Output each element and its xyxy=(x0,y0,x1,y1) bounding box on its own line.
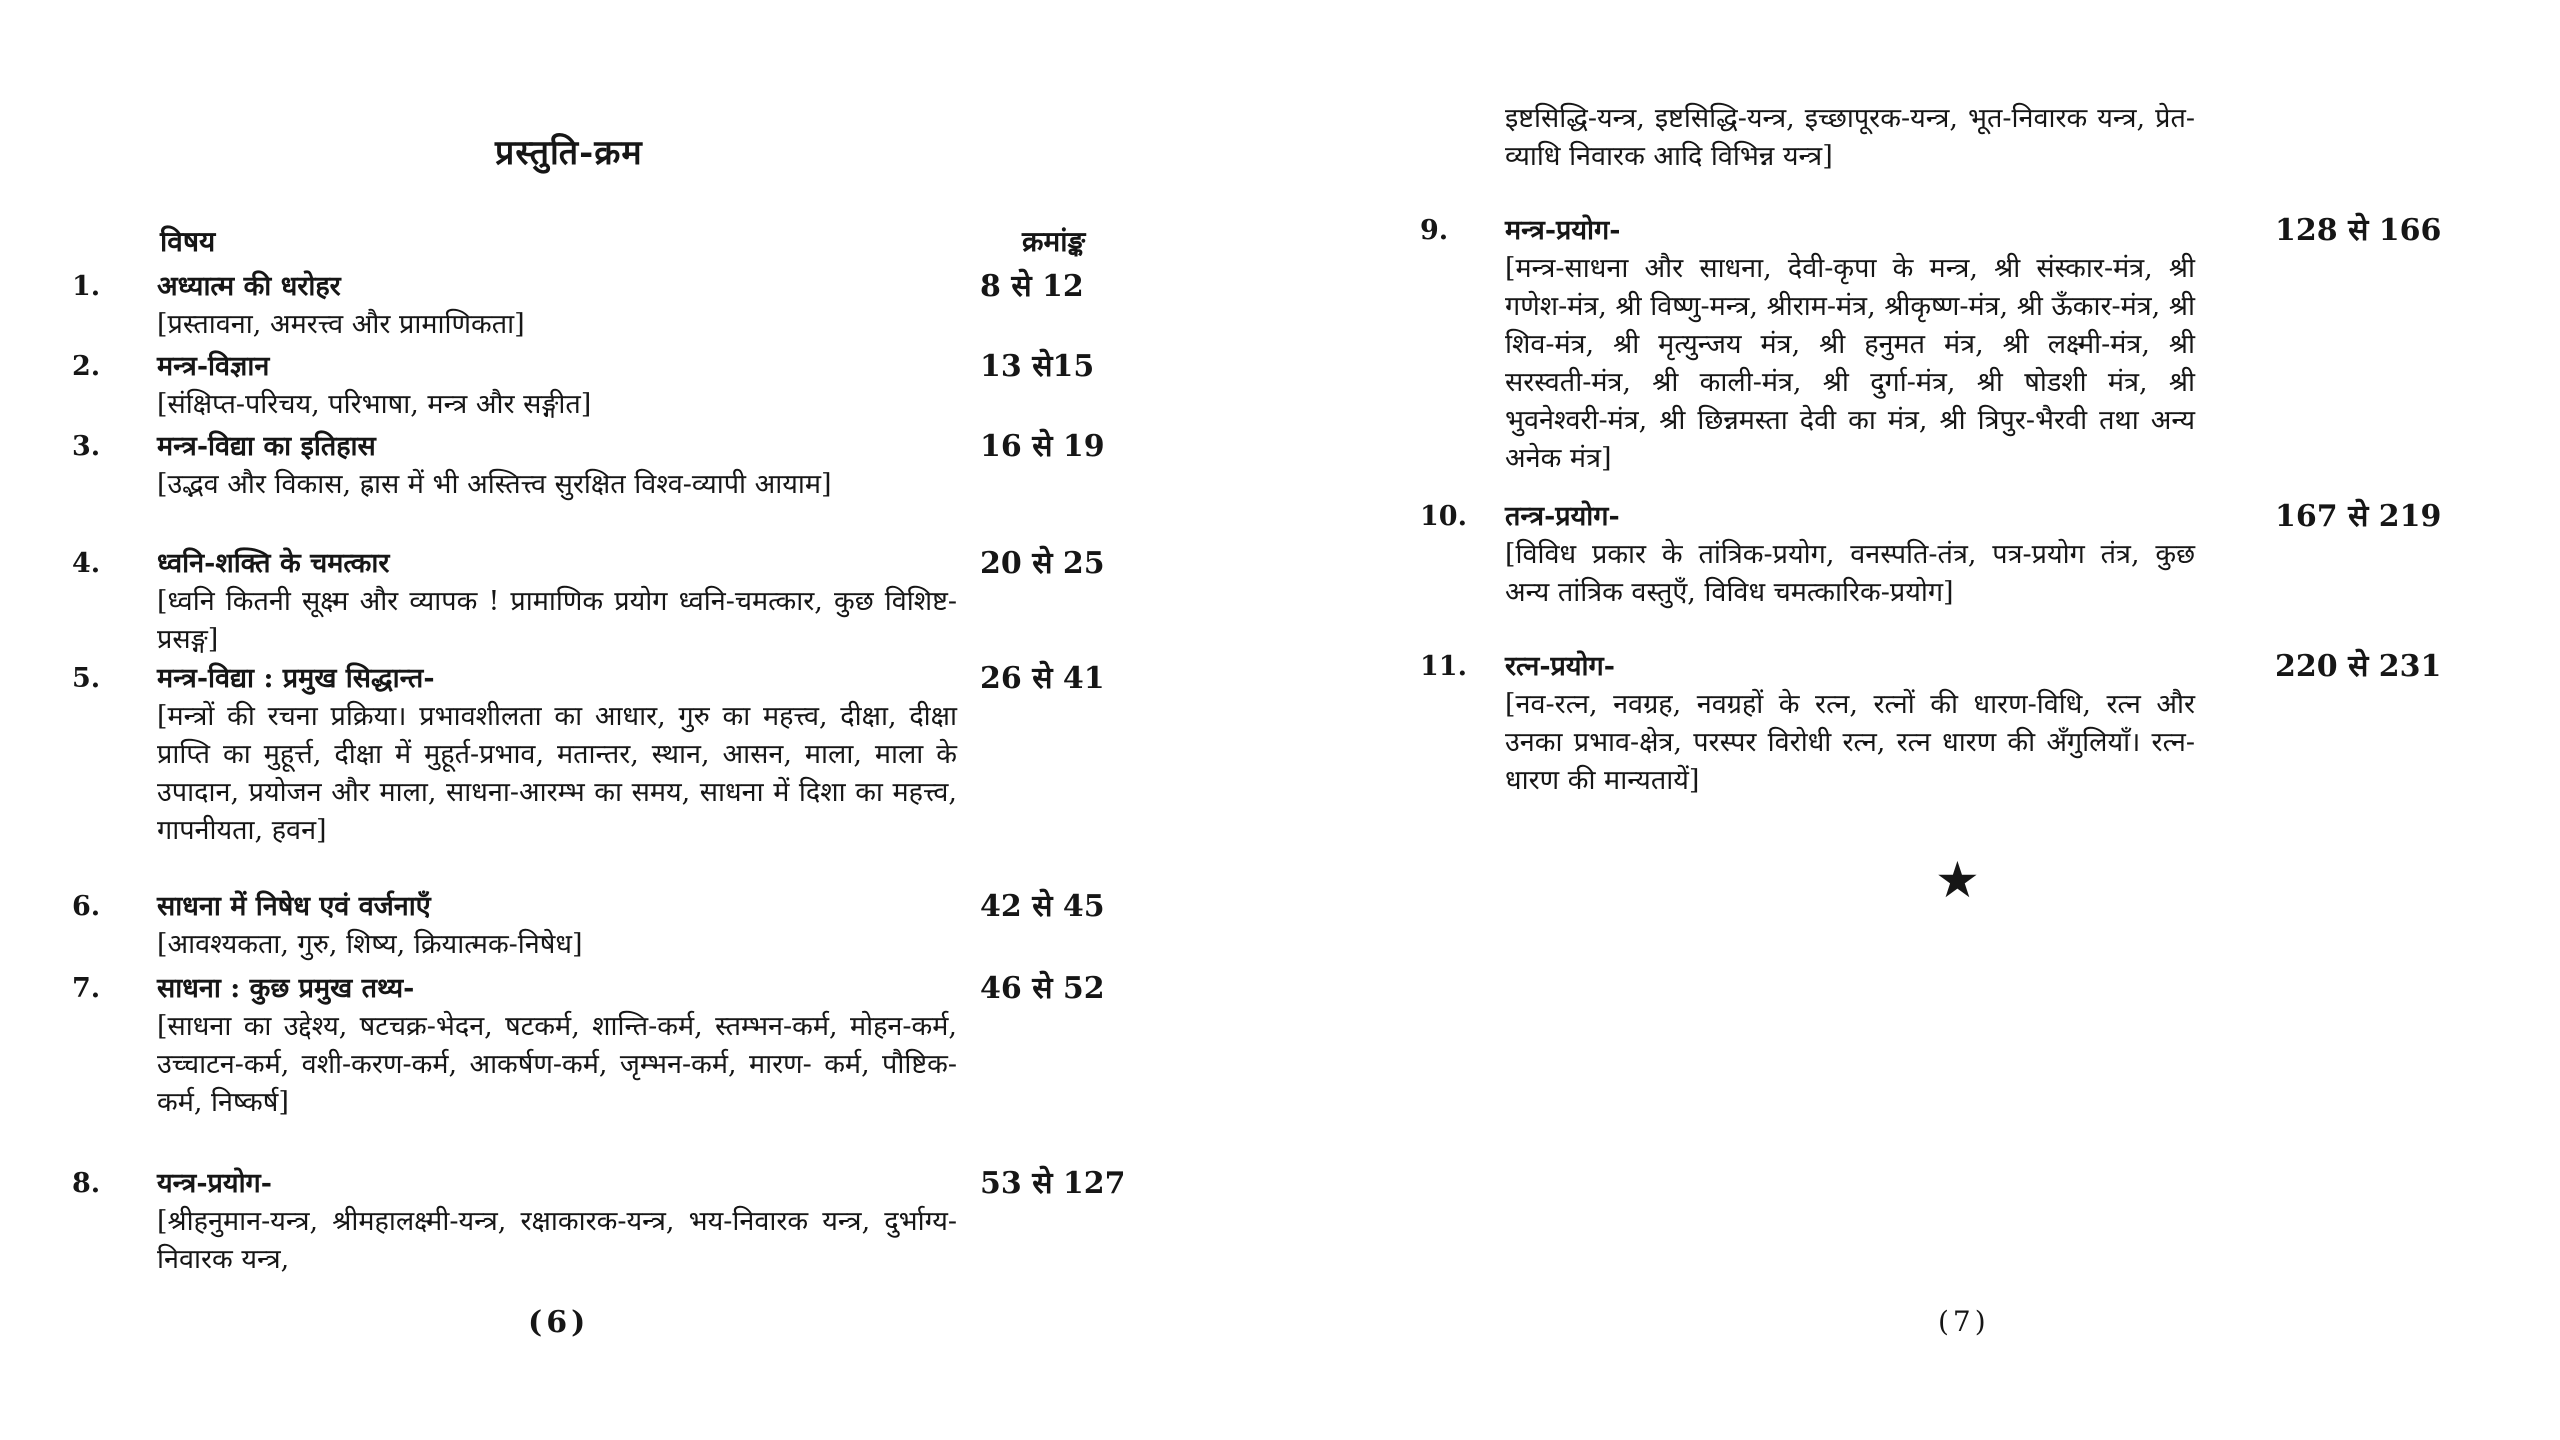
entry-number: 7. xyxy=(72,973,101,1004)
entry-title: तन्त्र-प्रयोग- xyxy=(1505,501,1620,532)
entry-description: [श्रीहनुमान-यन्त्र, श्रीमहालक्ष्मी-यन्त्र, रक्षाकारक-यन्त्र, भय-निवारक यन्त्र, दुर्भाग्य-निवारक यन्त्र, xyxy=(157,1206,957,1275)
entry-number: 11. xyxy=(1420,651,1467,682)
entry-number: 2. xyxy=(72,351,101,382)
entry-title: यन्त्र-प्रयोग- xyxy=(157,1168,272,1199)
entry-pages: 128 से 166 xyxy=(2275,213,2442,248)
entry-pages: 8 से 12 xyxy=(980,269,1084,304)
entry-description: [विविध प्रकार के तांत्रिक-प्रयोग, वनस्पति-तंत्र, पत्र-प्रयोग तंत्र, कुछ अन्य तांत्रिक वस्तुएँ, विविध चमत्कारिक-प्रयोग] xyxy=(1505,539,2195,608)
entry-number: 10. xyxy=(1420,501,1467,532)
entry-description: [नव-रत्न, नवग्रह, नवग्रहों के रत्न, रत्नों की धारण-विधि, रत्न और उनका प्रभाव-क्षेत्र, परस्पर विरोधी रत्न, रत्न धारण की अँगुलियाँ। रत्न-धारण की मान्यतायें] xyxy=(1505,689,2195,796)
entry-title: मन्त्र-विज्ञान xyxy=(157,351,270,382)
entry-title: साधना : कुछ प्रमुख तथ्य- xyxy=(157,973,415,1004)
entry-pages: 16 से 19 xyxy=(980,429,1105,464)
entry-number: 4. xyxy=(72,548,101,579)
entry-pages: 167 से 219 xyxy=(2275,499,2442,534)
entry-pages: 20 से 25 xyxy=(980,546,1105,581)
entry-title: मन्त्र-प्रयोग- xyxy=(1505,215,1621,246)
entry-pages: 53 से 127 xyxy=(980,1166,1126,1201)
page-title: प्रस्तुति-क्रम xyxy=(495,133,643,173)
entry-description: [संक्षिप्त-परिचय, परिभाषा, मन्त्र और सङ्गीत] xyxy=(157,389,592,420)
entry-pages: 13 से15 xyxy=(980,349,1095,384)
entry-number: 9. xyxy=(1420,215,1449,246)
entry-number: 1. xyxy=(72,271,101,302)
entry-description: [उद्भव और विकास, ह्रास में भी अस्तित्त्व सुरक्षित विश्व-व्यापी आयाम] xyxy=(157,469,832,500)
column-header-subject: विषय xyxy=(160,225,216,258)
entry-continuation: इष्टसिद्धि-यन्त्र, इष्टसिद्धि-यन्त्र, इच्छापूरक-यन्त्र, भूत-निवारक यन्त्र, प्रेत-व्याधि निवारक आदि विभिन्न यन्त्र] xyxy=(1505,103,2195,172)
entry-pages: 26 से 41 xyxy=(980,661,1105,696)
entry-pages: 42 से 45 xyxy=(980,889,1105,924)
entry-number: 3. xyxy=(72,431,101,462)
entry-title: साधना में निषेध एवं वर्जनाएँ xyxy=(157,891,431,922)
page-number: (6) xyxy=(528,1305,590,1340)
entry-title: मन्त्र-विद्या : प्रमुख सिद्धान्त- xyxy=(157,663,435,694)
entry-title: मन्त्र-विद्या का इतिहास xyxy=(157,431,376,462)
entry-pages: 220 से 231 xyxy=(2275,649,2442,684)
column-header-pages: क्रमांङ्क xyxy=(1022,225,1086,258)
star-icon: ★ xyxy=(1935,851,1980,909)
entry-number: 5. xyxy=(72,663,101,694)
entry-description: [ध्वनि कितनी सूक्ष्म और व्यापक ! प्रामाणिक प्रयोग ध्वनि-चमत्कार, कुछ विशिष्ट-प्रसङ्ग] xyxy=(157,586,957,655)
right-page xyxy=(1290,0,2560,1440)
entry-description: [साधना का उद्देश्य, षटचक्र-भेदन, षटकर्म, शान्ति-कर्म, स्तम्भन-कर्म, मोहन-कर्म, उच्चाटन-कर्म, वशी-करण-कर्म, आकर्षण-कर्म, जृम्भन-कर्म, मारण- कर्म, पौष्टिक-कर्म, निष्कर्ष] xyxy=(157,1011,957,1118)
left-page xyxy=(0,0,1270,1440)
entry-title: ध्वनि-शक्ति के चमत्कार xyxy=(157,548,390,579)
entry-pages: 46 से 52 xyxy=(980,971,1105,1006)
entry-description: [प्रस्तावना, अमरत्त्व और प्रामाणिकता] xyxy=(157,309,525,340)
entry-description: [मन्त्र-साधना और साधना, देवी-कृपा के मन्त्र, श्री संस्कार-मंत्र, श्री गणेश-मंत्र, श्री विष्णु-मन्त्र, श्रीराम-मंत्र, श्रीकृष्ण-मंत्र, श्री ऊँकार-मंत्र, श्री शिव-मंत्र, श्री मृत्युन्जय मंत्र, श्री हनुमत मंत्र, श्री लक्ष्मी-मंत्र, श्री सरस्वती-मंत्र, श्री काली-मंत्र, श्री दुर्गा-मंत्र, श्री षोडशी मंत्र, श्री भुवनेश्वरी-मंत्र, श्री छिन्नमस्ता देवी का मंत्र, श्री त्रिपुर-भैरवी तथा अन्य अनेक मंत्र] xyxy=(1505,253,2195,474)
entry-number: 8. xyxy=(72,1168,101,1199)
entry-description: [मन्त्रों की रचना प्रक्रिया। प्रभावशीलता का आधार, गुरु का महत्त्व, दीक्षा, दीक्षा प्राप्ति का मुहूर्त्त, दीक्षा में मुहूर्त-प्रभाव, मतान्तर, स्थान, आसन, माला, माला के उपादान, प्रयोजन और माला, साधना-आरम्भ का समय, साधना में दिशा का महत्त्व, गापनीयता, हवन] xyxy=(157,701,957,846)
entry-description: [आवश्यकता, गुरु, शिष्य, क्रियात्मक-निषेध] xyxy=(157,929,583,960)
entry-number: 6. xyxy=(72,891,101,922)
entry-title: रत्न-प्रयोग- xyxy=(1505,651,1615,682)
entry-title: अध्यात्म की धरोहर xyxy=(157,271,341,302)
page-number: (7) xyxy=(1938,1305,1990,1338)
